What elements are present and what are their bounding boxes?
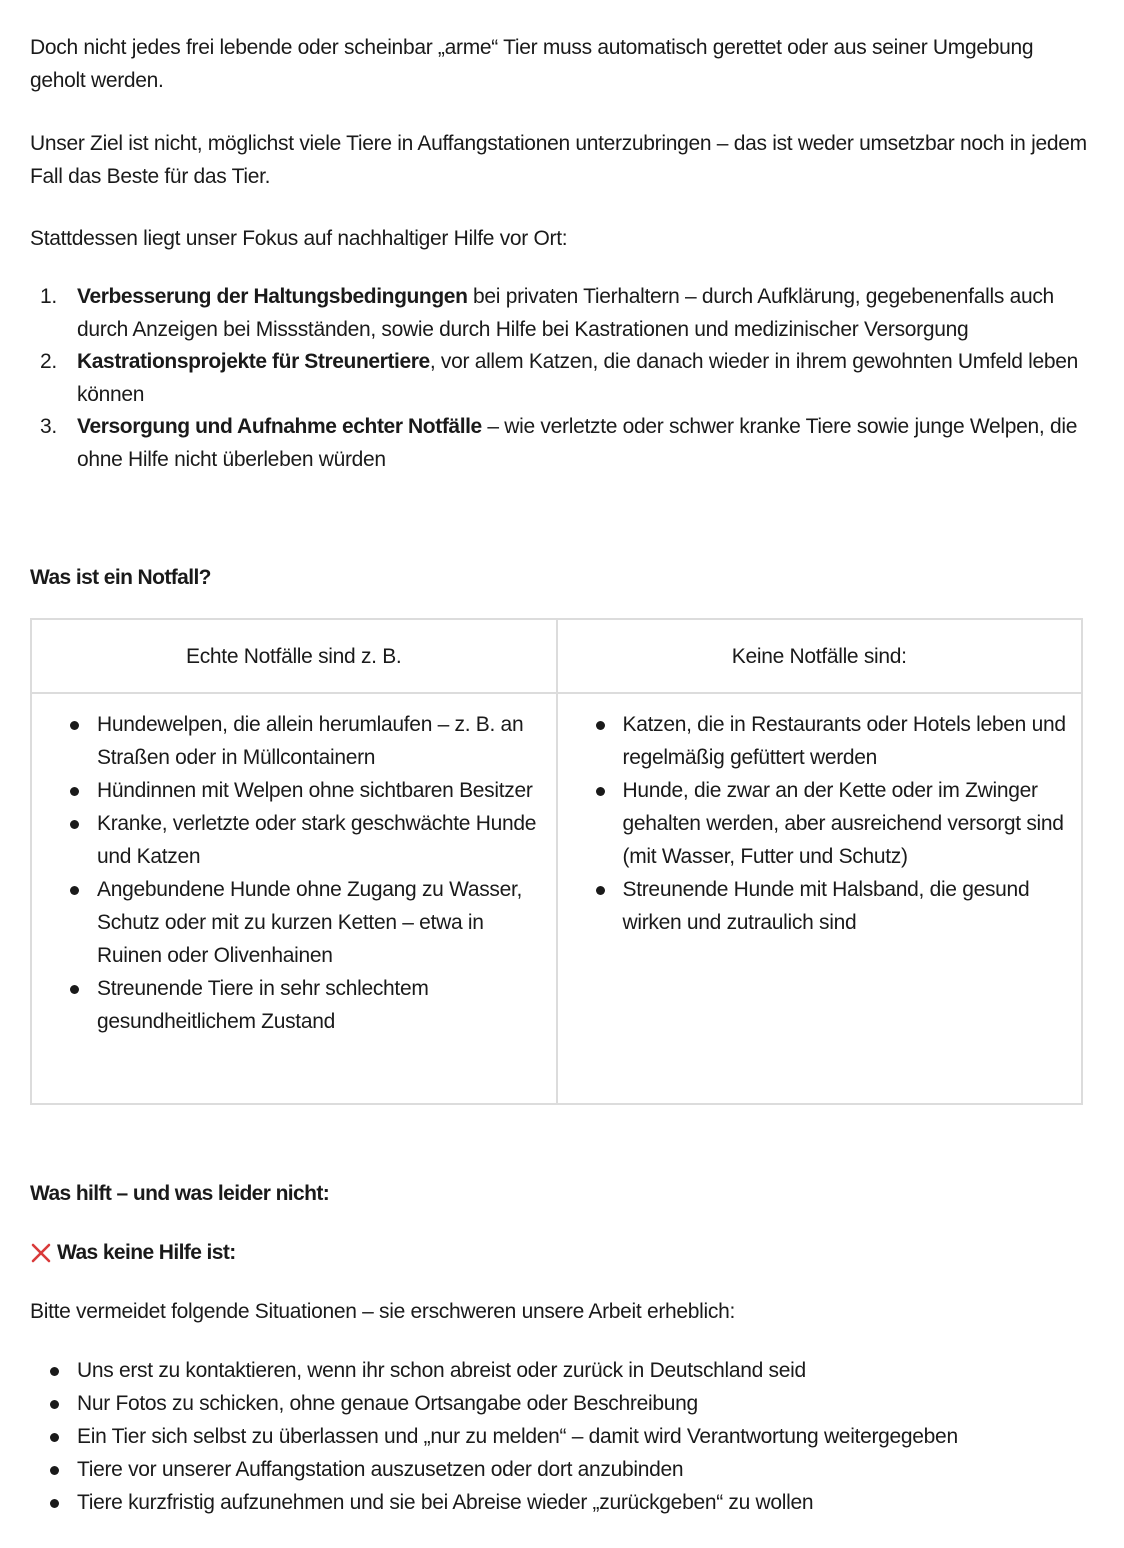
avoid-list bbox=[30, 1354, 1090, 1519]
focus-item-text: , vor allem Katzen, die danach wieder in ihrem gewohnten Umfeld leben können bbox=[77, 350, 1078, 406]
list-item: Nur Fotos zu schicken, ohne genaue Ortsangabe oder Beschreibung bbox=[30, 1387, 1090, 1420]
table-header-keine-notfaelle: Keine Notfälle sind: bbox=[557, 619, 1083, 693]
focus-list-item bbox=[30, 281, 1090, 346]
list-item: Tiere vor unserer Auffangstation auszusetzen oder dort anzubinden bbox=[30, 1453, 1090, 1486]
focus-item-title: Kastrationsprojekte für Streunertiere bbox=[77, 350, 430, 373]
focus-list-item bbox=[30, 346, 1090, 411]
intro-paragraph-1: Doch nicht jedes frei lebende oder scheinbar „arme“ Tier muss automatisch gerettet oder aus seiner Umgebung geholt werden. bbox=[30, 36, 1034, 92]
list-item: Angebundene Hunde ohne Zugang zu Wasser, Schutz oder mit zu kurzen Ketten – etwa in Ruinen oder Olivenhainen bbox=[32, 873, 544, 972]
keine-hilfe-heading bbox=[30, 1236, 236, 1269]
keine-notfaelle-list bbox=[558, 708, 1070, 939]
list-item: Tiere kurzfristig aufzunehmen und sie bei Abreise wieder „zurückgeben“ zu wollen bbox=[30, 1486, 1090, 1519]
echte-notfaelle-list bbox=[32, 708, 544, 1038]
focus-item-title: Versorgung und Aufnahme echter Notfälle bbox=[77, 415, 482, 438]
list-item: Hündinnen mit Welpen ohne sichtbaren Besitzer bbox=[32, 774, 544, 807]
table-header-row bbox=[31, 619, 1082, 693]
focus-item-title: Verbesserung der Haltungsbedingungen bbox=[77, 285, 468, 308]
table-cell-echte-notfaelle bbox=[31, 693, 557, 1104]
focus-item-text: – wie verletzte oder schwer kranke Tiere sowie junge Welpen, die ohne Hilfe nicht überleben würden bbox=[77, 415, 1078, 471]
table-header-echte-notfaelle: Echte Notfälle sind z. B. bbox=[31, 619, 557, 693]
list-item: Streunende Hunde mit Halsband, die gesund wirken und zutraulich sind bbox=[558, 873, 1070, 939]
notfall-heading: Was ist ein Notfall? bbox=[30, 566, 211, 589]
intro-paragraph-2: Unser Ziel ist nicht, möglichst viele Tiere in Auffangstationen unterzubringen – das ist weder umsetzbar noch in jedem Fall das Beste für das Tier. bbox=[30, 132, 1087, 188]
notfall-table bbox=[30, 618, 1083, 1105]
table-cell-keine-notfaelle bbox=[557, 693, 1083, 1104]
list-item: Streunende Tiere in sehr schlechtem gesundheitlichem Zustand bbox=[32, 972, 544, 1038]
list-item: Hundewelpen, die allein herumlaufen – z. B. an Straßen oder in Müllcontainern bbox=[32, 708, 544, 774]
hilft-heading: Was hilft – und was leider nicht: bbox=[30, 1182, 330, 1205]
list-item: Kranke, verletzte oder stark geschwächte Hunde und Katzen bbox=[32, 807, 544, 873]
list-number: 1. bbox=[40, 285, 57, 308]
keine-hilfe-label: Was keine Hilfe ist: bbox=[57, 1241, 236, 1264]
avoid-intro-paragraph: Bitte vermeidet folgende Situationen – sie erschweren unsere Arbeit erheblich: bbox=[30, 1300, 736, 1323]
list-item: Uns erst zu kontaktieren, wenn ihr schon abreist oder zurück in Deutschland seid bbox=[30, 1354, 1090, 1387]
focus-list bbox=[30, 281, 1090, 476]
focus-list-item bbox=[30, 411, 1090, 476]
table-row bbox=[31, 693, 1082, 1104]
focus-item-text: bei privaten Tierhaltern – durch Aufklärung, gegebenenfalls auch durch Anzeigen bei Missständen, sowie durch Hilfe bei Kastrationen und medizinischer Versorgung bbox=[77, 285, 1054, 341]
cross-mark-icon bbox=[30, 1242, 52, 1264]
list-item: Ein Tier sich selbst zu überlassen und „nur zu melden“ – damit wird Verantwortung weitergegeben bbox=[30, 1420, 1090, 1453]
list-item: Hunde, die zwar an der Kette oder im Zwinger gehalten werden, aber ausreichend versorgt sind (mit Wasser, Futter und Schutz) bbox=[558, 774, 1070, 873]
list-number: 2. bbox=[40, 350, 57, 373]
list-number: 3. bbox=[40, 415, 57, 438]
intro-paragraph-3: Stattdessen liegt unser Fokus auf nachhaltiger Hilfe vor Ort: bbox=[30, 227, 568, 250]
list-item: Katzen, die in Restaurants oder Hotels leben und regelmäßig gefüttert werden bbox=[558, 708, 1070, 774]
